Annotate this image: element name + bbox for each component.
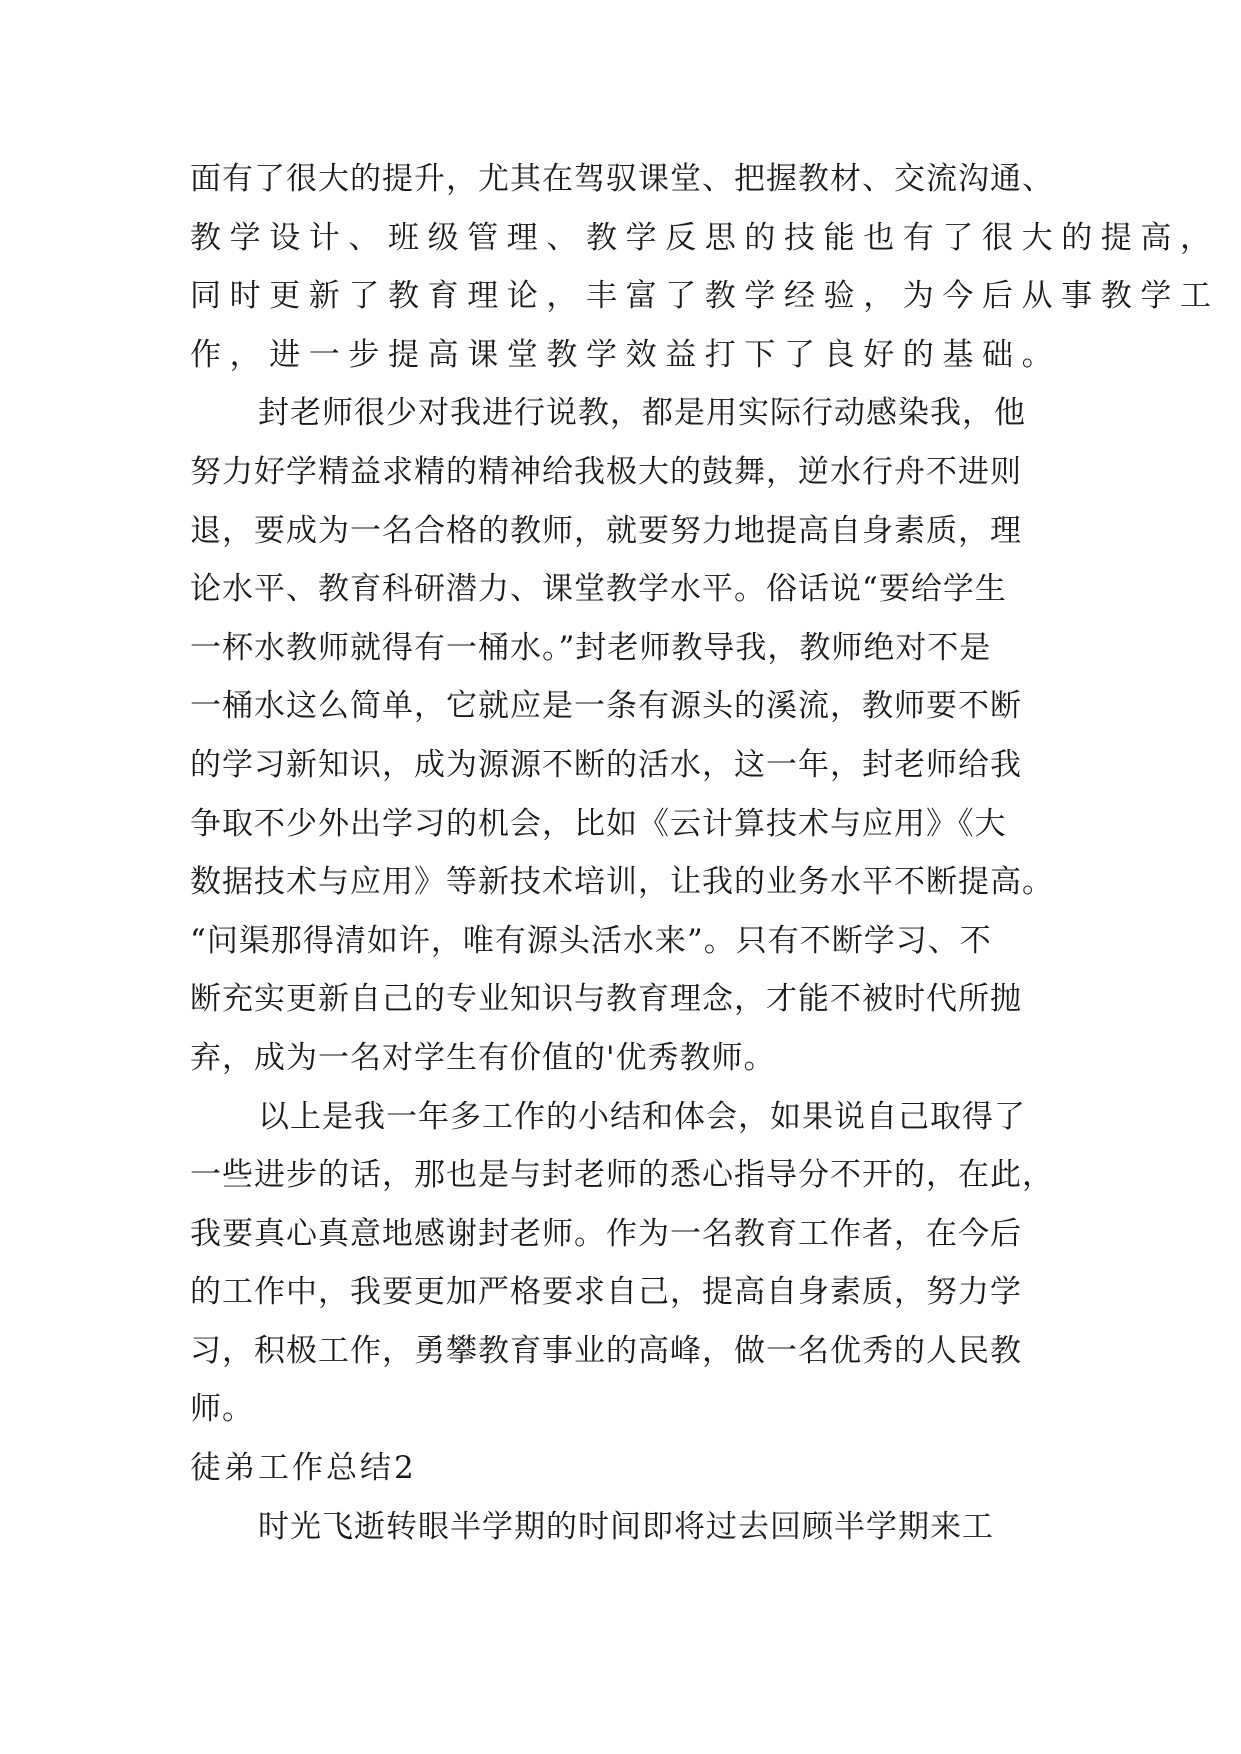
text-line: 一桶水这么简单，它就应是一条有源头的溪流，教师要不断 bbox=[190, 688, 1022, 725]
text-line: 的工作中，我要更加严格要求自己，提高自身素质，努力学 bbox=[190, 1274, 1022, 1311]
text-line: 论水平、教育科研潜力、课堂教学水平。俗话说“要给学生 bbox=[190, 571, 1007, 608]
text-line: 弃，成为一名对学生有价值的'优秀教师。 bbox=[190, 1039, 776, 1076]
text-line: 教学设计、班级管理、教学反思的技能也有了很大的提高， bbox=[190, 219, 1220, 256]
text-line: 争取不少外出学习的机会，比如《云计算技术与应用》《大 bbox=[190, 805, 1007, 842]
text-line: 师。 bbox=[190, 1391, 254, 1428]
text-line: “问渠那得清如许，唯有源头活水来”。只有不断学习、不 bbox=[190, 922, 992, 959]
text-line: 一杯水教师就得有一桶水。”封老师教导我，教师绝对不是 bbox=[190, 629, 992, 666]
text-line: 我要真心真意地感谢封老师。作为一名教育工作者，在今后 bbox=[190, 1215, 1022, 1252]
text-line: 数据技术与应用》等新技术培训，让我的业务水平不断提高。 bbox=[190, 864, 1054, 901]
text-line: 同时更新了教育理论，丰富了教学经验，为今后从事教学工 bbox=[190, 278, 1220, 315]
text-line: 面有了很大的提升，尤其在驾驭课堂、把握教材、交流沟通、 bbox=[190, 161, 1054, 197]
paragraph-first-line: 以上是我一年多工作的小结和体会，如果说自己取得了 bbox=[258, 1098, 1026, 1135]
paragraph-first-line: 时光飞逝转眼半学期的时间即将过去回顾半学期来工 bbox=[258, 1508, 994, 1545]
text-line: 作，进一步提高课堂教学效益打下了良好的基础。 bbox=[190, 336, 1062, 373]
text-line: 努力好学精益求精的精神给我极大的鼓舞，逆水行舟不进则 bbox=[190, 453, 1022, 490]
text-line: 习，积极工作，勇攀教育事业的高峰，做一名优秀的人民教 bbox=[190, 1332, 1022, 1369]
paragraph-first-line: 封老师很少对我进行说教，都是用实际行动感染我，他 bbox=[258, 395, 1026, 432]
body-text bbox=[190, 150, 1220, 1556]
text-line: 断充实更新自己的专业知识与教育理念，才能不被时代所抛 bbox=[190, 981, 1022, 1018]
text-line: 一些进步的话，那也是与封老师的悉心指导分不开的，在此， bbox=[190, 1157, 1054, 1194]
section-heading: 徒弟工作总结2 bbox=[190, 1450, 417, 1487]
text-line: 的学习新知识，成为源源不断的活水，这一年，封老师给我 bbox=[190, 746, 1022, 783]
text-line: 退，要成为一名合格的教师，就要努力地提高自身素质，理 bbox=[190, 512, 1022, 549]
